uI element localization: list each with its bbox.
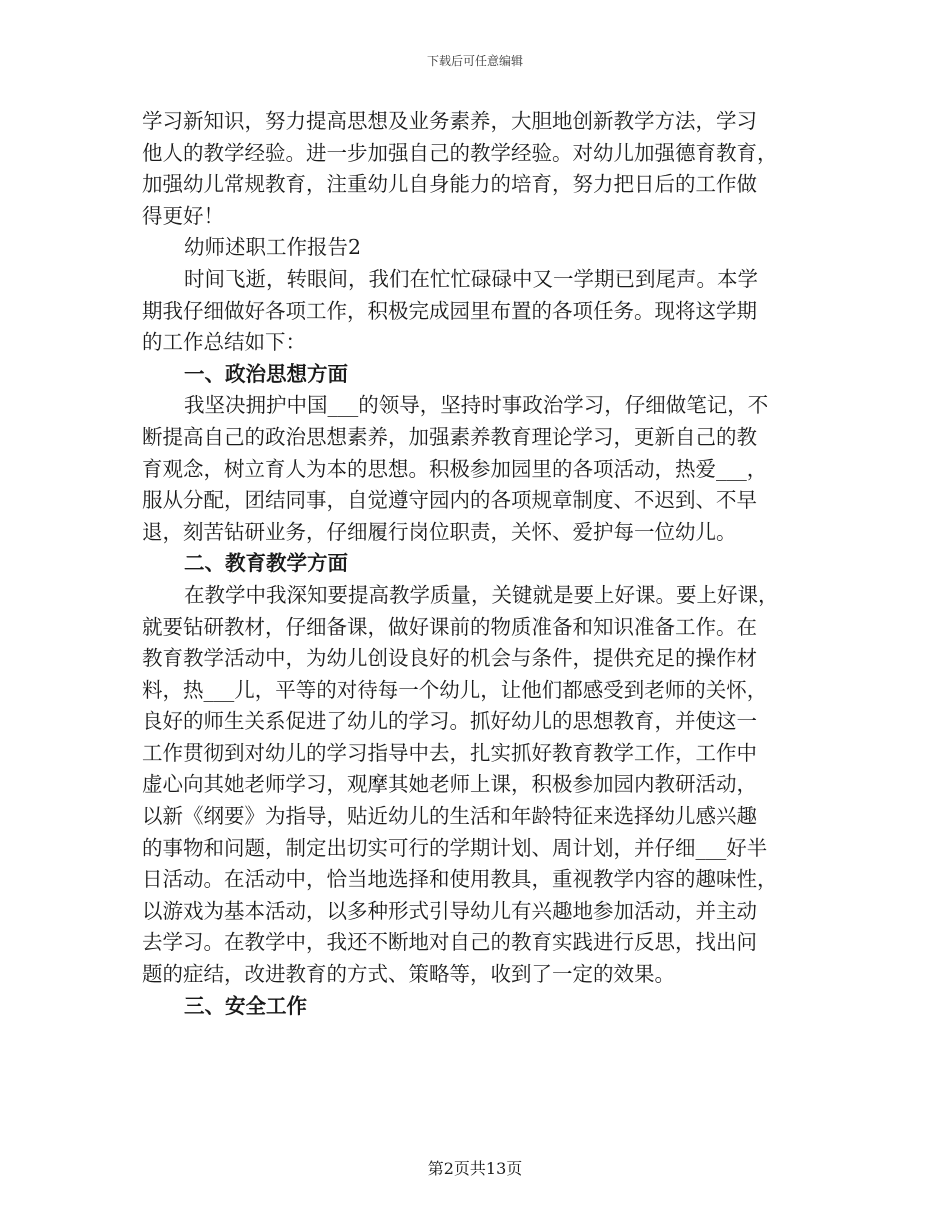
text-line: 的工作总结如下： — [142, 330, 306, 355]
paragraph-continuation — [142, 106, 814, 232]
text-line: 服从分配，团结同事，自觉遵守园内的各项规章制度、不迟到、不早 — [142, 488, 757, 513]
text-line: 他人的教学经验。进一步加强自己的教学经验。对幼儿加强德育教育， — [142, 140, 778, 165]
text-line: 以新《纲要》为指导，贴近幼儿的生活和年龄特征来选择幼儿感兴趣 — [142, 804, 757, 829]
text-line: 学习新知识，努力提高思想及业务素养，大胆地创新教学方法，学习 — [142, 109, 757, 133]
paragraph-political — [142, 390, 814, 548]
section-heading-teaching — [142, 548, 814, 580]
text-line: 工作贯彻到对幼儿的学习指导中去，扎实抓好教育教学工作，工作中 — [142, 740, 757, 765]
paragraph-teaching — [142, 580, 814, 991]
text-line: 育观念，树立育人为本的思想。积极参加园里的各项活动，热爱___， — [142, 456, 768, 481]
text-line: 就要钻研教材，仔细备课，做好课前的物质准备和知识准备工作。在 — [142, 614, 757, 639]
text-line: 退，刻苦钻研业务，仔细履行岗位职责，关怀、爱护每一位幼儿。 — [142, 519, 737, 544]
text-line: 料，热___儿，平等的对待每一个幼儿，让他们都感受到老师的关怀， — [142, 677, 768, 702]
text-line: 期我仔细做好各项工作，积极完成园里布置的各项任务。现将这学期 — [142, 298, 757, 323]
text-line: 三、安全工作 — [184, 993, 307, 1018]
section-heading-safety — [142, 991, 814, 1023]
text-line: 加强幼儿常规教育，注重幼儿自身能力的培育，努力把日后的工作做 — [142, 172, 757, 197]
text-line: 以游戏为基本活动，以多种形式引导幼儿有兴趣地参加活动，并主动 — [142, 898, 757, 923]
text-line: 的事物和问题，制定出切实可行的学期计划、周计划，并仔细___好半 — [142, 835, 768, 860]
text-line: 幼师述职工作报告2 — [184, 235, 362, 260]
text-line: 虚心向其她老师学习，观摩其她老师上课，积极参加园内教研活动， — [142, 772, 757, 797]
text-line: 我坚决拥护中国___的领导，坚持时事政治学习，仔细做笔记，不 — [184, 393, 769, 418]
text-line: 得更好！ — [142, 203, 224, 228]
paragraph-intro — [142, 264, 814, 359]
text-line: 日活动。在活动中，恰当地选择和使用教具，重视教学内容的趣味性， — [142, 867, 778, 892]
page-number-footer: 第2页共13页 — [427, 1159, 523, 1178]
section-heading-political — [142, 359, 814, 391]
document-body — [142, 106, 814, 1022]
text-line: 良好的师生关系促进了幼儿的学习。抓好幼儿的思想教育，并使这一 — [142, 709, 757, 734]
text-line: 题的症结，改进教育的方式、策略等，收到了一定的效果。 — [142, 962, 675, 987]
text-line: 时间飞逝，转眼间，我们在忙忙碌碌中又一学期已到尾声。本学 — [184, 266, 758, 291]
page-header-note: 下载后可任意编辑 — [426, 54, 523, 68]
report-title — [142, 232, 814, 264]
text-line: 一、政治思想方面 — [184, 361, 348, 386]
text-line: 教育教学活动中，为幼儿创设良好的机会与条件，提供充足的操作材 — [142, 646, 757, 671]
text-line: 二、教育教学方面 — [184, 551, 348, 576]
text-line: 在教学中我深知要提高教学质量，关键就是要上好课。要上好课， — [184, 582, 779, 607]
text-line: 去学习。在教学中，我还不断地对自己的教育实践进行反思，找出问 — [142, 930, 757, 955]
text-line: 断提高自己的政治思想素养，加强素养教育理论学习，更新自己的教 — [142, 424, 757, 449]
